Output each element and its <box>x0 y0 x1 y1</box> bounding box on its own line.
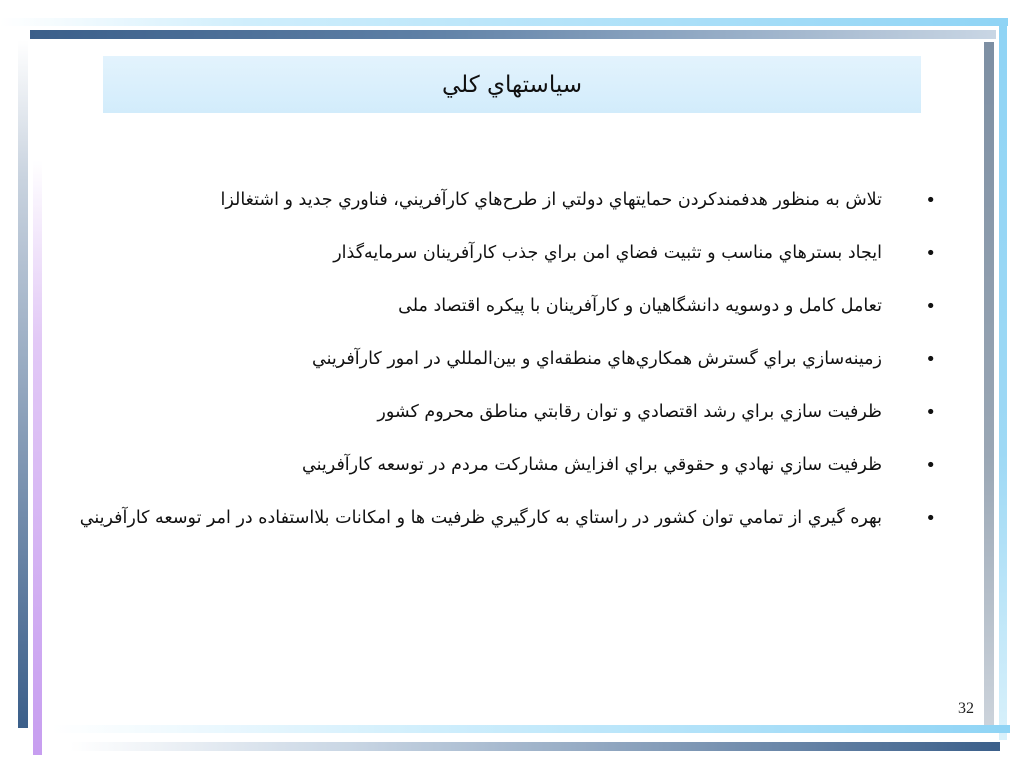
frame-bar-left-purple <box>33 160 42 755</box>
bullet-icon: • <box>925 190 936 211</box>
bullet-icon: • <box>925 402 936 423</box>
bullet-item <box>66 284 936 329</box>
bullet-icon: • <box>925 243 936 264</box>
bullet-icon: • <box>925 296 936 317</box>
bullet-icon: • <box>925 349 936 370</box>
bullet-icon: • <box>925 508 936 529</box>
bullet-item <box>66 496 936 541</box>
page-number: 32 <box>958 700 974 717</box>
bullet-text: ظرفيت سازي نهادي و حقوقي براي افزايش مشاركت مردم در توسعه كارآفريني <box>302 455 882 475</box>
bullet-icon: • <box>925 455 936 476</box>
bullet-text: ظرفيت سازي براي رشد اقتصادي و توان رقابتي مناطق محروم كشور <box>377 402 882 422</box>
bullet-item <box>66 443 936 488</box>
bullet-item <box>66 231 936 276</box>
frame-bar-bottom-light <box>52 725 1010 733</box>
bullet-list <box>66 178 936 549</box>
bullet-text: تلاش به منظور هدفمندكردن حمايتهاي دولتي از طرح‌هاي كارآفريني، فناوري جديد و اشتغالزا <box>220 190 882 210</box>
frame-bar-right-light <box>999 24 1007 740</box>
bullet-item <box>66 178 936 223</box>
bullet-text: زمينه‌سازي براي گسترش همكاري‌هاي منطقه‌اي و بين‌المللي در امور كارآفريني <box>312 349 882 369</box>
bullet-text: ايجاد بسترهاي مناسب و تثبيت فضاي امن براي جذب كارآفرينان سرمايه‌گذار <box>333 243 882 263</box>
bullet-item <box>66 390 936 435</box>
frame-bar-left-dark <box>18 40 28 728</box>
bullet-text: بهره گيري از تمامي توان كشور در راستاي به كارگيري ظرفيت ها و امكانات بلااستفاده در امر توسعه كارآفريني <box>79 508 882 528</box>
slide-title: سياستهاي كلي <box>441 71 583 98</box>
frame-bar-top-light <box>0 18 1008 26</box>
title-box <box>103 56 921 113</box>
frame-bar-right-dark <box>984 42 994 732</box>
frame-bar-bottom-dark <box>70 742 1000 751</box>
bullet-text: تعامل كامل و دوسويه دانشگاهيان و كارآفرينان با پيكره اقتصاد ملی <box>398 296 882 316</box>
bullet-item <box>66 337 936 382</box>
frame-bar-top-dark <box>30 30 996 39</box>
